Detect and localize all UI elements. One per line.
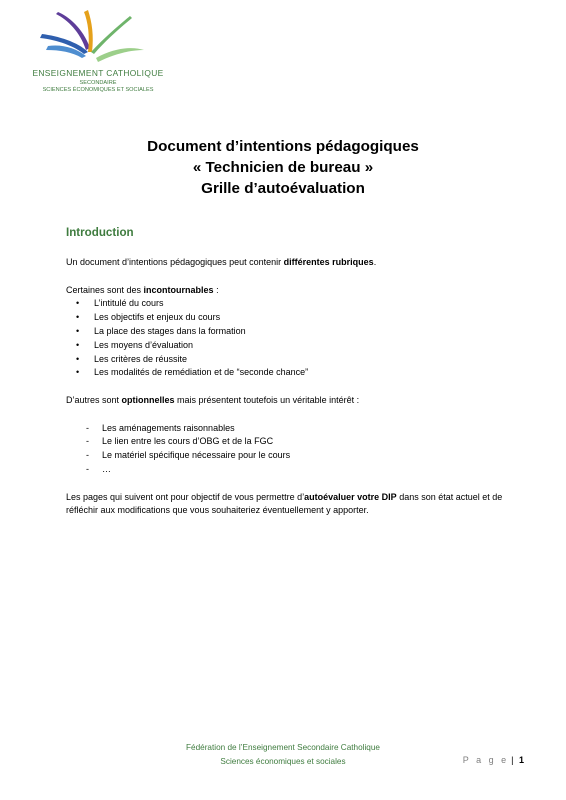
introduction-body xyxy=(66,256,516,518)
page-number xyxy=(463,755,524,765)
paragraph-rubriques: Un document d’intentions pédagogiques peut contenir différentes rubriques. xyxy=(66,257,377,267)
page-number-value: 1 xyxy=(518,755,524,765)
page-label: P a g e xyxy=(462,755,509,765)
page-separator: | xyxy=(511,755,514,765)
list-item: - Le matériel spécifique nécessaire pour le cours xyxy=(86,450,291,461)
org-sub-ses: SCIENCES ÉCONOMIQUES ET SOCIALES xyxy=(42,87,154,93)
list-item: • Les moyens d’évaluation xyxy=(76,339,194,350)
list-item: • La place des stages dans la formation xyxy=(76,325,246,336)
list-item: - … xyxy=(86,463,111,474)
paragraph-incontournables: Certaines sont des incontournables : xyxy=(66,284,219,295)
logo xyxy=(28,6,168,98)
list-item: - Le lien entre les cours d’OBG et de la FGC xyxy=(86,436,274,447)
title-line-2: « Technicien de bureau » xyxy=(192,159,374,176)
document-title xyxy=(0,136,566,199)
introduction-heading: Introduction xyxy=(66,226,134,239)
list-item: • Les critères de réussite xyxy=(76,353,188,364)
list-item: • L’intitulé du cours xyxy=(76,298,164,309)
paragraph-optionnelles: D’autres sont optionnelles mais présentent toutefois un véritable intérêt : xyxy=(66,394,360,405)
dash-list xyxy=(66,422,516,477)
title-line-3: Grille d’autoévaluation xyxy=(201,180,365,197)
list-item: • Les modalités de remédiation et de “seconde chance” xyxy=(76,367,309,378)
org-sub-secondaire: SECONDAIRE xyxy=(79,80,117,86)
footer-line-1: Fédération de l’Enseignement Secondaire Catholique xyxy=(186,743,380,752)
list-item: • Les objectifs et enjeux du cours xyxy=(76,312,221,323)
footer-line-2: Sciences économiques et sociales xyxy=(220,757,346,766)
title-line-1: Document d’intentions pédagogiques xyxy=(147,138,419,155)
paragraph-autoevaluer: Les pages qui suivent ont pour objectif de vous permettre d’autoévaluer votre DIP dans son état actuel et de réfléchir aux modifications que vous souhaiteriez éventuellement y apporter. xyxy=(66,491,503,516)
bullet-list xyxy=(66,297,516,380)
logo-brush-icon xyxy=(28,6,168,68)
list-item: - Les aménagements raisonnables xyxy=(86,422,235,433)
org-name: ENSEIGNEMENT CATHOLIQUE xyxy=(32,68,164,78)
